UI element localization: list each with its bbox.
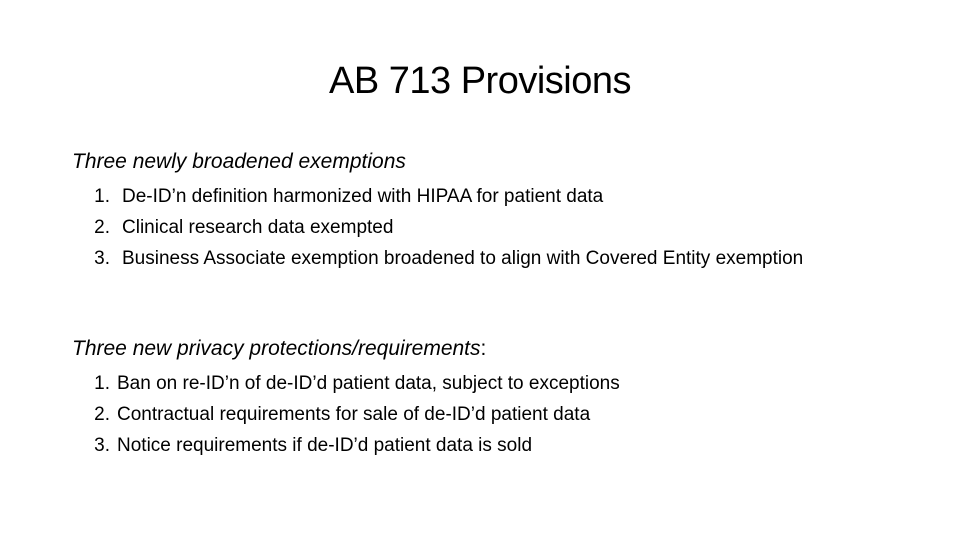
section-heading-text: Three new privacy protections/requirements [72, 337, 481, 360]
list-item [72, 246, 932, 271]
section-heading-colon: : [480, 337, 487, 360]
list-item-number: 2. [94, 404, 110, 425]
list-item [72, 215, 932, 240]
section-heading [72, 333, 932, 365]
list-item-text: Clinical research data exempted [122, 217, 394, 238]
list-item [72, 184, 932, 209]
section-broadened-exemptions [72, 146, 932, 277]
list-item-text: Contractual requirements for sale of de-ID’d patient data [117, 404, 591, 425]
list-item-text: Ban on re-ID’n of de-ID’d patient data, subject to exceptions [117, 373, 620, 394]
section-heading-text: Three newly broadened exemptions [72, 150, 406, 173]
list-item-text: De-ID’n definition harmonized with HIPAA for patient data [122, 186, 604, 207]
list-item-number: 3. [94, 435, 110, 456]
list-item [72, 402, 932, 427]
list-item-number: 1. [94, 186, 110, 207]
slide-title: AB 713 Provisions [329, 60, 631, 102]
list-item-text: Business Associate exemption broadened to align with Covered Entity exemption [122, 248, 804, 269]
exemptions-list [72, 184, 932, 271]
protections-list [72, 371, 932, 458]
list-item-number: 3. [94, 248, 110, 269]
list-item-number: 1. [94, 373, 110, 394]
section-heading [72, 146, 932, 178]
list-item [72, 433, 932, 458]
list-item [72, 371, 932, 396]
list-item-number: 2. [94, 217, 110, 238]
list-item-text: Notice requirements if de-ID’d patient data is sold [117, 435, 533, 456]
section-privacy-protections [72, 333, 932, 464]
